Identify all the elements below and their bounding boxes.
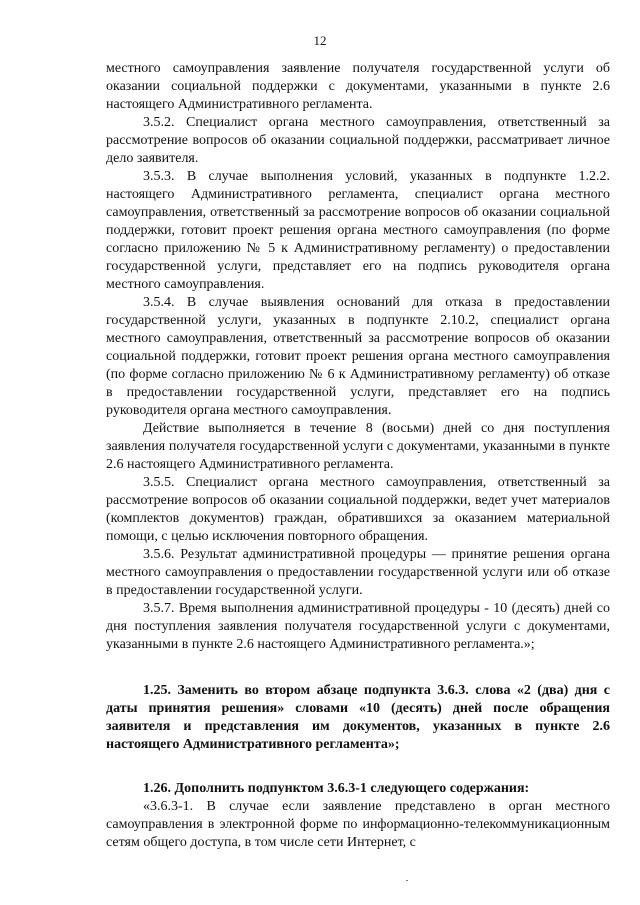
- paragraph-3-6-3-1: «3.6.3-1. В случае если заявление представлено в орган местного самоуправления в электронной форме по информационно-телекоммуникационным сетям общего доступа, в том числе сети Интернет, с: [106, 799, 610, 850]
- paragraph-3-5-6: 3.5.6. Результат административной процедуры — принятие решения органа местного самоуправления о предоставлении государственной услуги или об отказе в предоставлении государственной услуги.: [106, 547, 610, 598]
- paragraph-3-5-5: 3.5.5. Специалист органа местного самоуправления, ответственный за рассмотрение вопросов об оказании социальной поддержки, ведет учет материалов (комплектов документов) граждан, обратившихся за оказанием материальной помощи, с целью исключения повторного обращения.: [106, 475, 610, 544]
- scan-speck: [406, 880, 408, 881]
- document-body: [106, 60, 610, 852]
- paragraph-3-5-3: 3.5.3. В случае выполнения условий, указанных в подпункте 1.2.2. настоящего Административного регламента, специалист органа местного самоуправления, ответственный за рассмотрение вопросов об оказании социальной поддержки, готовит проект решения органа местного самоуправления (по форме согласно приложению № 5 к Административному регламенту) о предоставлении государственной услуги, представляет его на подпись руководителя органа местного самоуправления.: [106, 169, 610, 292]
- page-number: 12: [313, 33, 327, 48]
- paragraph-action-term: Действие выполняется в течение 8 (восьми) дней со дня поступления заявления получателя государственной услуги с документами, указанными в пункте 2.6 настоящего Административного регламента.: [106, 421, 610, 472]
- paragraph-continuation: местного самоуправления заявление получателя государственной услуги об оказании социальной поддержки с документами, указанными в пункте 2.6 настоящего Административного регламента.: [106, 61, 610, 112]
- amendment-1-25: 1.25. Заменить во втором абзаце подпункта 3.6.3. слова «2 (два) дня с даты принятия решения» словами «10 (десять) дней после обращения заявителя и представления им документов, указанных в пункте 2.6 настоящего Административного регламента»;: [106, 683, 610, 752]
- paragraph-3-5-4: 3.5.4. В случае выявления оснований для отказа в предоставлении государственной услуги, указанных в подпункте 2.10.2, специалист органа местного самоуправления, ответственный за рассмотрение вопросов об оказании социальной поддержки, готовит проект решения органа местного самоуправления (по форме согласно приложению № 6 к Административному регламенту) об отказе в предоставлении государственной услуги, представляет его на подпись руководителя органа местного самоуправления.: [106, 295, 610, 418]
- paragraph-3-5-2: 3.5.2. Специалист органа местного самоуправления, ответственный за рассмотрение вопросов об оказании социальной поддержки, рассматривает личное дело заявителя.: [106, 115, 610, 166]
- paragraph-3-5-7: 3.5.7. Время выполнения административной процедуры - 10 (десять) дней со дня поступления заявления получателя государственной услуги с документами, указанными в пункте 2.6 настоящего Административного регламента.»;: [106, 601, 610, 652]
- amendment-1-26: 1.26. Дополнить подпунктом 3.6.3-1 следующего содержания:: [143, 781, 530, 796]
